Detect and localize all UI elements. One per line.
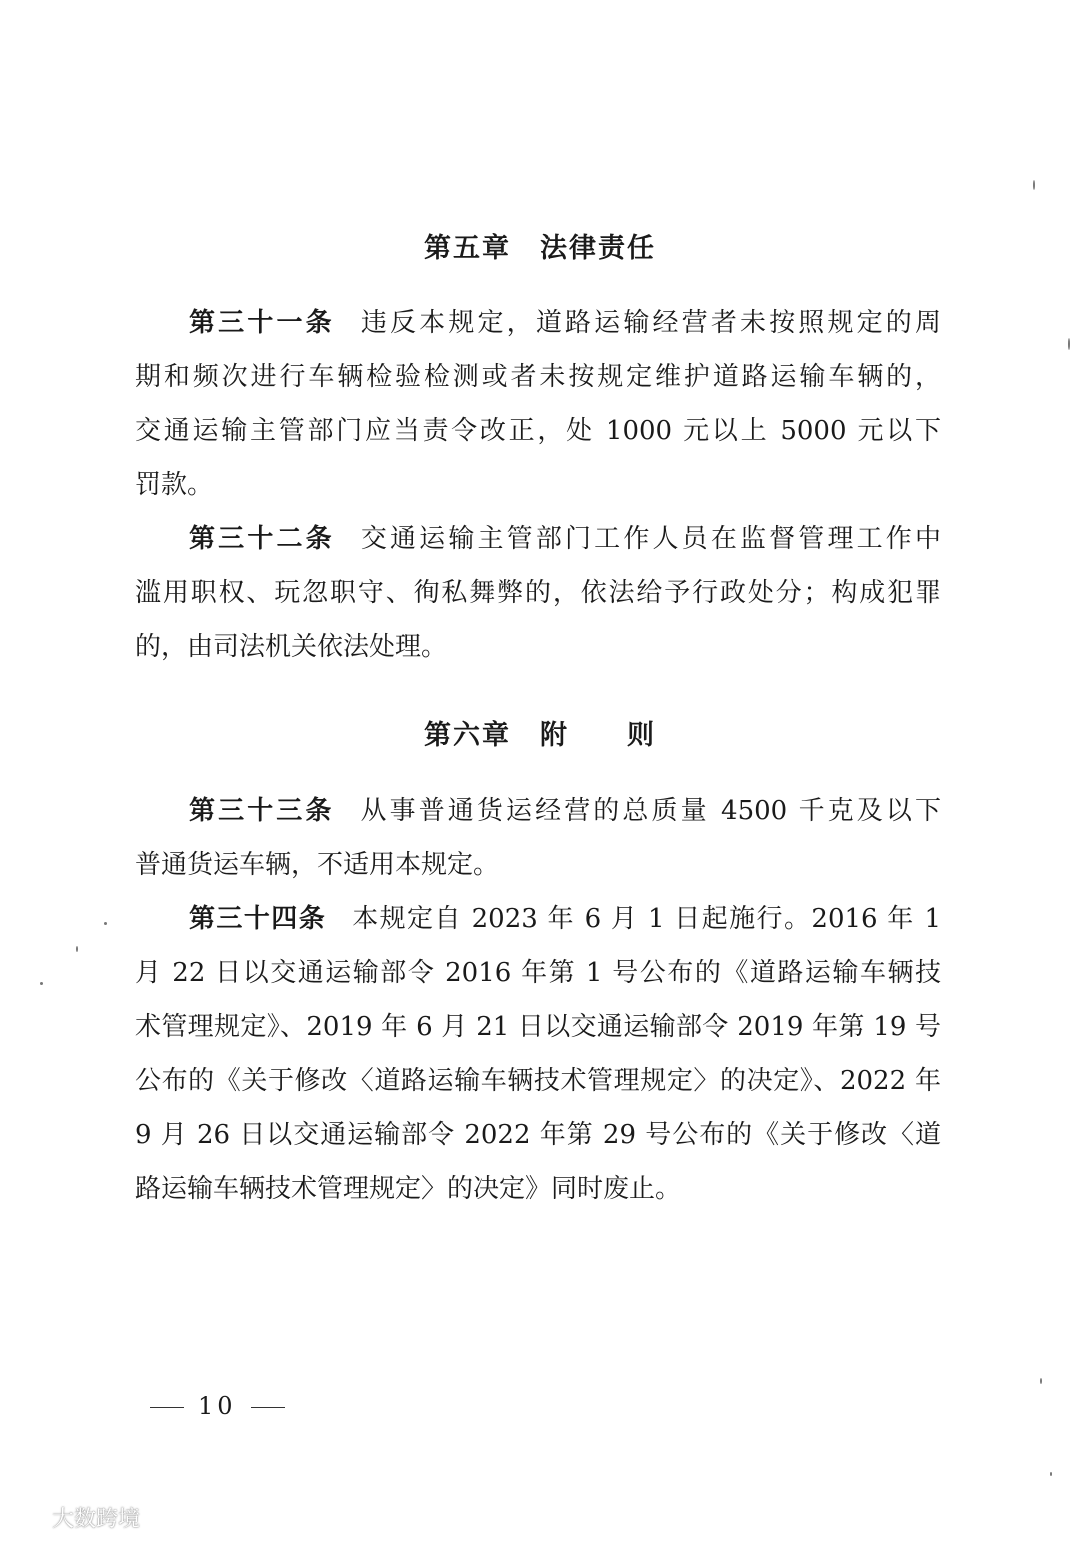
article-line: 罚款。 [135,470,214,500]
scan-speck [76,946,78,952]
watermark-text: 大数跨境 [52,1507,141,1532]
article-number: 第三十三条 [189,796,335,826]
watermark-logo-icon [12,1508,46,1528]
scan-speck [1050,1472,1052,1476]
article-34 [135,892,941,1216]
article-line: 第三十一条 违反本规定，道路运输经营者未按照规定的周 [189,308,941,338]
article-number: 第三十四条 [189,904,327,934]
article-line: 第三十四条 本规定自 2023 年 6 月 1 日起施行。2016 年 1 [189,904,941,934]
article-number: 第三十二条 [189,524,335,554]
dash-left [150,1407,184,1408]
scan-speck [104,922,107,925]
article-33 [135,784,941,892]
watermark [12,1502,140,1533]
article-31 [135,296,941,512]
scan-speck [40,982,43,985]
page-number-value: 10 [198,1392,237,1420]
article-line: 普通货运车辆，不适用本规定。 [135,850,500,880]
article-line: 的，由司法机关依法处理。 [135,632,448,662]
page-number [150,1392,285,1420]
article-line: 术管理规定》、2019 年 6 月 21 日以交通运输部令 2019 年第 19 号 [135,1012,941,1042]
article-line: 月 22 日以交通运输部令 2016 年第 1 号公布的《道路运输车辆技 [135,958,941,988]
article-line: 9 月 26 日以交通运输部令 2022 年第 29 号公布的《关于修改〈道 [135,1120,941,1150]
article-line: 滥用职权、玩忽职守、徇私舞弊的，依法给予行政处分；构成犯罪 [135,578,941,608]
article-line: 交通运输主管部门应当责令改正，处 1000 元以上 5000 元以下 [135,416,941,446]
article-32 [135,512,941,674]
chapter-6-heading: 第六章 附 则 [424,720,656,751]
article-number: 第三十一条 [189,308,335,338]
scan-speck [1040,1378,1042,1384]
article-line: 第三十三条 从事普通货运经营的总质量 4500 千克及以下 [189,796,941,826]
scan-speck [1033,180,1035,190]
dash-right [251,1407,285,1408]
article-line: 公布的《关于修改〈道路运输车辆技术管理规定〉的决定》、2022 年 [135,1066,941,1096]
article-line: 第三十二条 交通运输主管部门工作人员在监督管理工作中 [189,524,941,554]
scan-speck [1068,338,1070,350]
article-line: 期和频次进行车辆检验检测或者未按规定维护道路运输车辆的， [135,362,941,392]
chapter-5-heading: 第五章 法律责任 [424,233,656,264]
article-line: 路运输车辆技术管理规定〉的决定》同时废止。 [135,1174,682,1204]
